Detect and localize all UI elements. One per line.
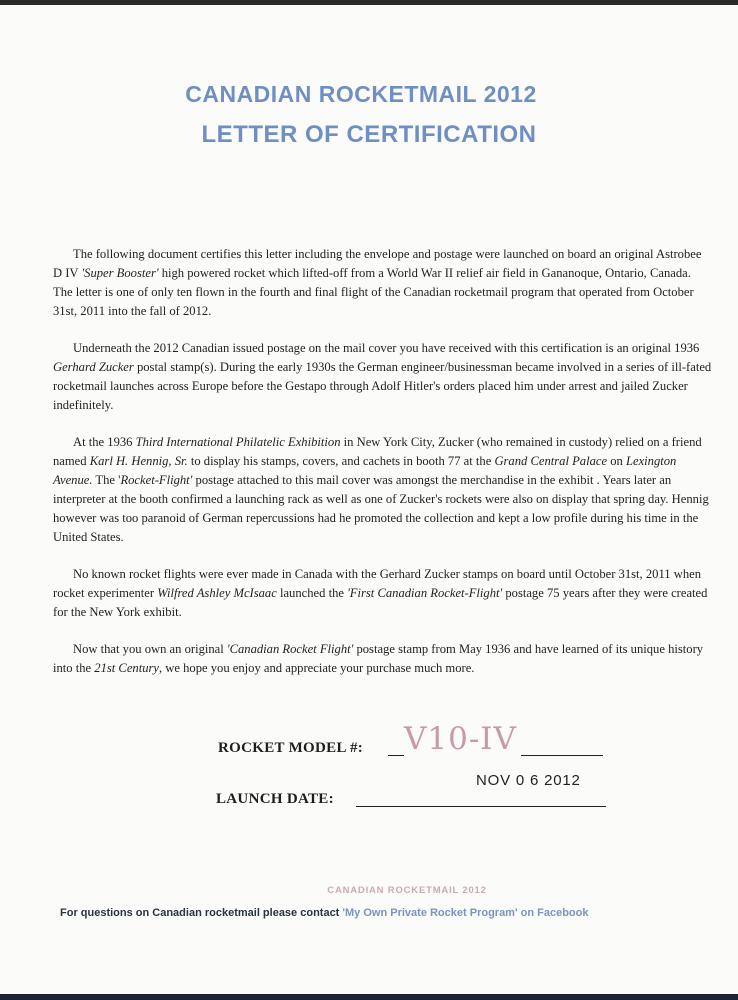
- text-run: high powered rocket which lifted-off from a World War II relief air field in Gananoque, Ontario, Canada. The letter is one of only ten flown in the fourth and final flight of the Canadian rocketmail program that operated from October 31st, 2011 into the fall of 2012.: [53, 266, 694, 318]
- text-run: postage stamp from May 1936 and have learned of its unique history into the: [53, 642, 704, 675]
- footer-brand: CANADIAN ROCKETMAIL 2012: [327, 885, 487, 896]
- footer-contact-text: For questions on Canadian rocketmail please contact: [60, 907, 343, 919]
- rocket-model-label: ROCKET MODEL #:: [218, 740, 364, 756]
- paragraph-exhibition: [53, 433, 713, 547]
- text-run-italic: Karl H. Hennig, Sr.: [89, 454, 188, 468]
- text-run: postage attached to this mail cover was amongst the merchandise in the exhibit . Years later an interpreter at the booth confirmed a launching rack as well as one of Zucker's rockets were also on display that spring day. Hennig however was too paranoid of German repercussions had he promoted the collection and kept a low profile during his time in the United States.: [53, 473, 709, 544]
- text-run: to display his stamps, covers, and cachets in booth 77 at the: [187, 454, 495, 468]
- launch-date-underline: [356, 806, 606, 807]
- text-run: At the 1936: [73, 435, 136, 449]
- document-subtitle: LETTER OF CERTIFICATION: [201, 121, 537, 148]
- rocket-model-underline: [521, 755, 603, 756]
- certificate-page: [0, 5, 738, 994]
- text-run-italic: 21st Century: [94, 661, 159, 675]
- text-run: The ': [92, 473, 121, 487]
- text-run-italic: Wilfred Ashley McIsaac: [157, 586, 277, 600]
- text-run: No known rocket flights were ever made in Canada with the Gerhard Zucker stamps on board until October 31st, 2011 when rocket experimenter: [53, 567, 701, 600]
- text-run: Now that you own an original: [73, 642, 227, 656]
- rocket-model-stamp: V10-IV: [404, 721, 517, 757]
- launch-date-label: LAUNCH DATE:: [216, 791, 334, 807]
- text-run-italic: Gerhard Zucker: [53, 360, 134, 374]
- launch-date-stamp: NOV 0 6 2012: [476, 772, 581, 789]
- text-run: postal stamp(s). During the early 1930s the German engineer/businessman became involved in a series of ill-fated rocketmail launches across Europe before the Gestapo through Adolf Hitler's orders placed him under arrest and jailed Zucker indefinitely.: [53, 360, 712, 412]
- text-run-italic: Third International Philatelic Exhibition: [135, 435, 341, 449]
- text-run-italic: 'Canadian Rocket Flight': [226, 642, 354, 656]
- text-run: The following document certifies this letter including the envelope and postage were launched on board an original Astrobee D IV: [53, 247, 702, 280]
- text-run-italic: Lexington Avenue.: [53, 454, 677, 487]
- text-run: Underneath the 2012 Canadian issued postage on the mail cover you have received with this certification is an original 1936: [73, 341, 700, 355]
- scan-edge-bottom: [0, 994, 738, 1000]
- text-run-italic: Rocket-Flight': [120, 473, 193, 487]
- paragraph-launch: [53, 245, 713, 321]
- text-run: on: [607, 454, 626, 468]
- rocket-model-underline: [388, 755, 404, 756]
- paragraph-closing: [53, 640, 713, 678]
- footer-contact: [60, 907, 720, 919]
- facebook-page-reference: 'My Own Private Rocket Program' on Facebook: [342, 907, 589, 919]
- paragraph-canada-flights: [53, 565, 713, 622]
- text-run-italic: 'First Canadian Rocket-Flight': [347, 586, 503, 600]
- document-title: CANADIAN ROCKETMAIL 2012: [185, 81, 537, 107]
- text-run: launched the: [276, 586, 348, 600]
- text-run: , we hope you enjoy and appreciate your purchase much more.: [159, 661, 475, 675]
- text-run: postage 75 years after they were created for the New York exhibit.: [53, 586, 708, 619]
- text-run: in New York City, Zucker (who remained in custody) relied on a friend named: [53, 435, 702, 468]
- paragraph-zucker: [53, 339, 713, 415]
- certificate-body: [53, 245, 713, 696]
- text-run-italic: Grand Central Palace: [494, 454, 608, 468]
- text-run-italic: 'Super Booster': [81, 266, 159, 280]
